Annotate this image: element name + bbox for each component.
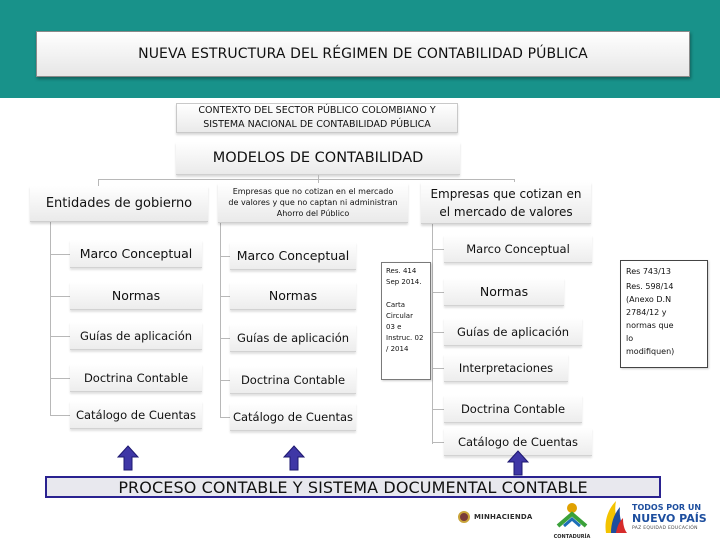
column-header-label: Entidades de gobierno <box>45 196 193 211</box>
list-item: Doctrina Contable <box>230 366 356 394</box>
note-line: Sep 2014. <box>386 278 422 286</box>
contaduria-logo-text: CONTADURÍA <box>553 534 591 540</box>
minhacienda-logo-text: MINHACIENDA <box>474 513 533 521</box>
list-item: Marco Conceptual <box>444 235 592 263</box>
note-resolucion-414 <box>381 262 431 380</box>
col3-spine <box>432 224 433 444</box>
col3-branch <box>432 292 444 293</box>
column-header-line: Ahorro del Público <box>276 209 350 218</box>
list-item: Normas <box>230 282 356 310</box>
logo-line: TODOS POR UN <box>632 502 702 512</box>
note-line: (Anexo D.N <box>626 295 672 304</box>
logo-line: PAZ EQUIDAD EDUCACIÓN <box>632 525 698 531</box>
list-item: Catálogo de Cuentas <box>230 403 356 431</box>
note-line: Carta <box>386 301 406 309</box>
col1-spine <box>50 222 51 416</box>
process-bar <box>45 476 661 498</box>
note-line: 2784/12 y <box>626 308 667 317</box>
up-arrow-icon <box>283 445 305 471</box>
context-box <box>176 103 458 133</box>
note-line: 03 e <box>386 323 402 331</box>
col1-branch <box>50 378 70 379</box>
contaduria-logo-icon <box>548 500 596 530</box>
contaduria-logo <box>548 500 596 538</box>
col1-branch <box>50 415 70 416</box>
models-header-label: MODELOS DE CONTABILIDAD <box>212 150 424 166</box>
col2-spine <box>220 223 221 418</box>
list-item: Normas <box>70 282 202 310</box>
list-item: Catálogo de Cuentas <box>444 428 592 456</box>
todos-por-un-nuevo-pais-logo-icon <box>602 499 628 535</box>
list-item: Guías de aplicación <box>444 318 582 346</box>
column-header-line: el mercado de valores <box>439 204 573 219</box>
logo-line: NUEVO PAÍS <box>632 511 707 525</box>
note-line: lo <box>626 334 634 343</box>
col1-branch <box>50 254 70 255</box>
list-item: Marco Conceptual <box>70 240 202 268</box>
column-header-line: Empresas que no cotizan en el mercado <box>232 187 394 196</box>
col3-branch <box>432 249 444 250</box>
col3-branch <box>432 442 444 443</box>
note-line: Res. 414 <box>386 267 417 275</box>
models-header <box>176 142 460 175</box>
context-line-2: SISTEMA NACIONAL DE CONTABILIDAD PÚBLICA <box>203 119 431 130</box>
col1-branch <box>50 336 70 337</box>
list-item: Interpretaciones <box>444 354 568 382</box>
note-line: / 2014 <box>386 345 409 353</box>
note-resolucion-743 <box>620 260 708 368</box>
process-bar-label: PROCESO CONTABLE Y SISTEMA DOCUMENTAL CONTABLE <box>118 477 588 497</box>
col2-branch <box>220 380 230 381</box>
title-box <box>36 31 690 77</box>
note-line: modifiquen) <box>626 347 675 356</box>
col2-branch <box>220 256 230 257</box>
note-line: normas que <box>626 321 674 330</box>
note-line: Circular <box>386 312 413 320</box>
col3-branch <box>432 409 444 410</box>
list-item: Doctrina Contable <box>444 395 582 423</box>
list-item: Guías de aplicación <box>230 324 356 352</box>
col2-branch <box>220 417 230 418</box>
col2-branch <box>220 338 230 339</box>
column-header-line: de valores y que no captan ni administran <box>228 198 398 207</box>
column-header-empresas-cotizan <box>421 182 591 224</box>
note-line: Res 743/13 <box>626 267 671 276</box>
col3-branch <box>432 332 444 333</box>
minhacienda-logo <box>458 508 538 526</box>
connector-top-horizontal <box>98 179 514 180</box>
list-item: Doctrina Contable <box>70 364 202 392</box>
list-item: Marco Conceptual <box>230 242 356 270</box>
list-item: Guías de aplicación <box>70 322 202 350</box>
col3-branch <box>432 368 444 369</box>
up-arrow-icon <box>507 450 529 476</box>
list-item: Normas <box>444 278 564 306</box>
column-header-empresas-no-cotizan <box>218 183 408 223</box>
note-line: Res. 598/14 <box>626 282 674 291</box>
list-item: Catálogo de Cuentas <box>70 401 202 429</box>
up-arrow-icon <box>117 445 139 471</box>
col2-branch <box>220 296 230 297</box>
col1-branch <box>50 296 70 297</box>
page-title: NUEVA ESTRUCTURA DEL RÉGIMEN DE CONTABILIDAD PÚBLICA <box>138 46 588 62</box>
column-header-line: Empresas que cotizan en <box>430 186 582 201</box>
note-line: Instruc. 02 <box>386 334 424 342</box>
column-header-gobierno <box>30 186 208 222</box>
todos-por-un-nuevo-pais-logo <box>602 496 714 538</box>
minhacienda-seal-icon <box>458 511 470 523</box>
context-line-1: CONTEXTO DEL SECTOR PÚBLICO COLOMBIANO Y <box>198 105 436 116</box>
